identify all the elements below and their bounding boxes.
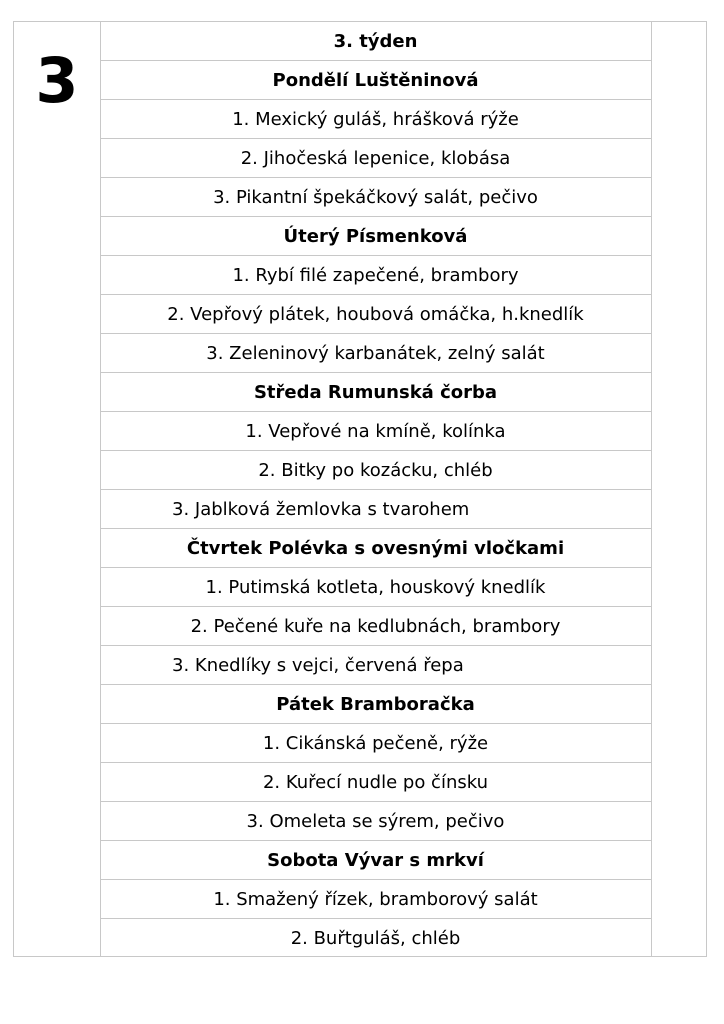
menu-item-row: 1. Smažený řízek, bramborový salát xyxy=(100,880,651,919)
day-heading: Sobota Vývar s mrkví xyxy=(100,841,651,880)
menu-item-row: 1. Vepřové na kmíně, kolínka xyxy=(100,412,651,451)
menu-item-row: 3. Pikantní špekáčkový salát, pečivo xyxy=(100,178,651,217)
menu-item-row: 1. Putimská kotleta, houskový knedlík xyxy=(100,568,651,607)
menu-item-row: 2. Vepřový plátek, houbová omáčka, h.knedlík xyxy=(100,295,651,334)
menu-item-row: 2. Kuřecí nudle po čínsku xyxy=(100,763,651,802)
menu-item-row: 3. Zeleninový karbanátek, zelný salát xyxy=(100,334,651,373)
week-title: 3. týden xyxy=(100,22,651,61)
day-heading: Úterý Písmenková xyxy=(100,217,651,256)
menu-item-row: 2. Jihočeská lepenice, klobása xyxy=(100,139,651,178)
menu-item-row: 2. Pečené kuře na kedlubnách, brambory xyxy=(100,607,651,646)
day-heading: Pondělí Luštěninová xyxy=(100,61,651,100)
day-heading: Pátek Bramboračka xyxy=(100,685,651,724)
menu-item-row: 3. Omeleta se sýrem, pečivo xyxy=(100,802,651,841)
week-number: 3 xyxy=(35,44,79,117)
menu-rows xyxy=(100,22,651,958)
menu-item-row: 3. Jablková žemlovka s tvarohem xyxy=(100,490,651,529)
column-divider-right xyxy=(651,22,652,956)
day-heading: Středa Rumunská čorba xyxy=(100,373,651,412)
menu-table xyxy=(13,21,707,957)
menu-item-row: 3. Knedlíky s vejci, červená řepa xyxy=(100,646,651,685)
menu-item-row: 1. Rybí filé zapečené, brambory xyxy=(100,256,651,295)
menu-item-row: 2. Bitky po kozácku, chléb xyxy=(100,451,651,490)
day-heading: Čtvrtek Polévka s ovesnými vločkami xyxy=(100,529,651,568)
menu-item-row: 1. Cikánská pečeně, rýže xyxy=(100,724,651,763)
menu-item-row: 2. Buřtguláš, chléb xyxy=(290,928,461,949)
menu-item-row: 1. Mexický guláš, hrášková rýže xyxy=(100,100,651,139)
